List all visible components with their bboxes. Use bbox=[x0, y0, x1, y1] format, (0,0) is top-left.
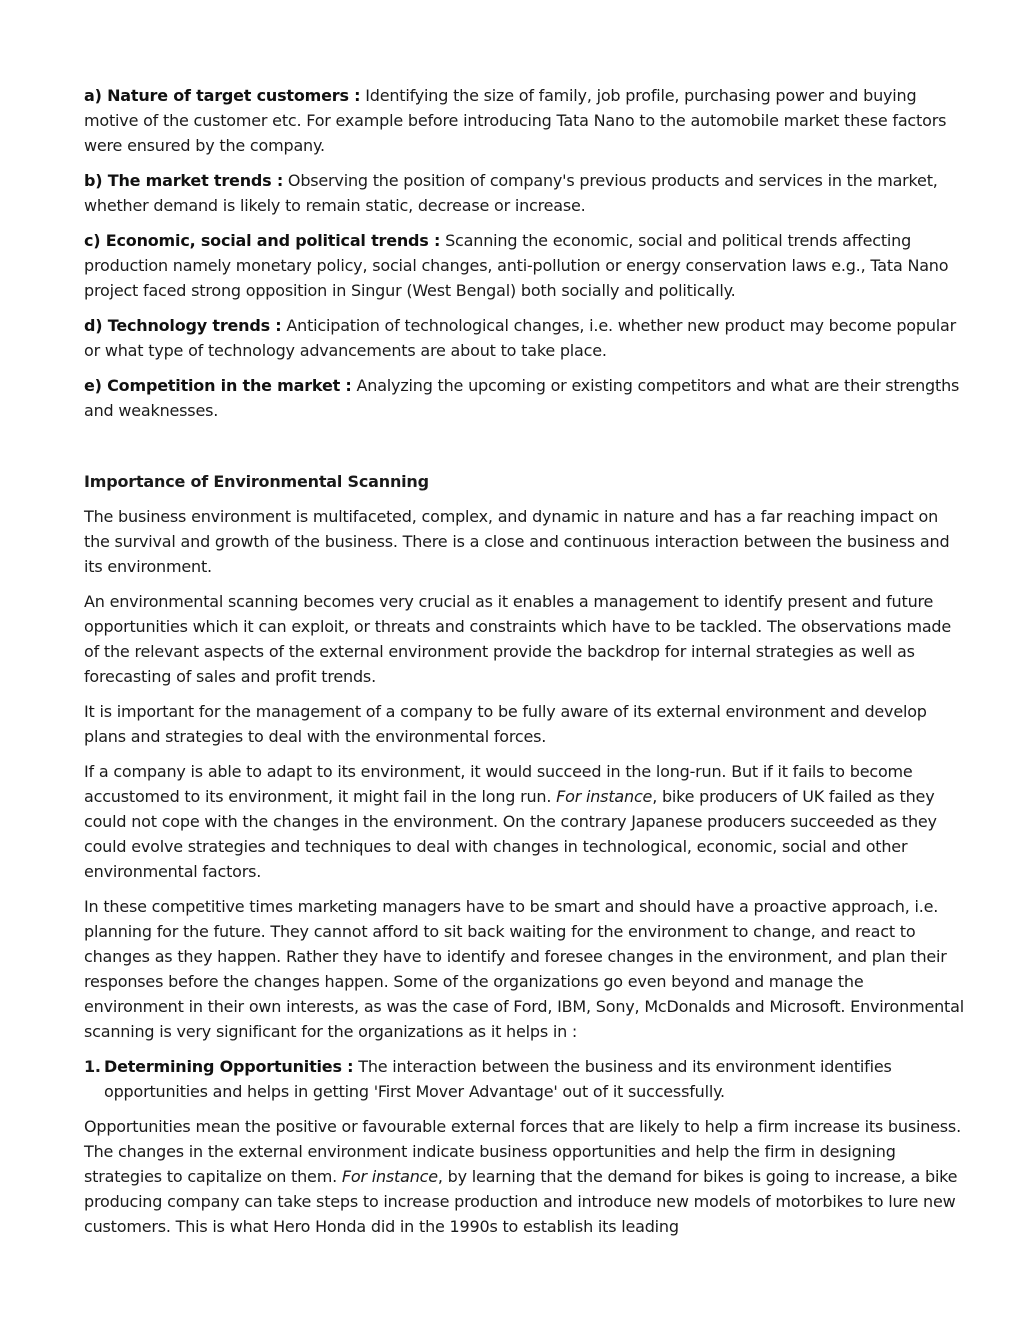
paragraph: It is important for the management of a company to be fully aware of its external environment and develop plans and strategies to deal with the environmental forces. bbox=[84, 702, 927, 746]
item-term: Determining Opportunities : bbox=[104, 1057, 354, 1076]
factor-text: Scanning the economic, social and political trends affecting production namely monetary policy, social changes, anti-pollution or energy conservation laws e.g., Tata Nano project faced strong opposition in Singur (West Bengal) both socially and politically. bbox=[84, 231, 949, 300]
numbered-item-opportunities bbox=[84, 1054, 964, 1104]
factor-text: Anticipation of technological changes, i.e. whether new product may become popular or what type of technology advancements are about to take place. bbox=[84, 316, 957, 360]
factor-text: Analyzing the upcoming or existing competitors and what are their strengths and weaknesses. bbox=[84, 376, 960, 420]
document-page bbox=[84, 83, 964, 1249]
factor-customers bbox=[84, 83, 964, 158]
italic-text: For instance bbox=[556, 787, 653, 806]
factor-market-trends bbox=[84, 168, 964, 218]
factor-text: Identifying the size of family, job profile, purchasing power and buying motive of the customer etc. For example before introducing Tata Nano to the automobile market these factors were ensured by the company. bbox=[84, 86, 947, 155]
paragraph bbox=[84, 759, 964, 884]
item-text: The interaction between the business and its environment identifies opportunities and helps in getting 'First Mover Advantage' out of it successfully. bbox=[104, 1057, 892, 1101]
factor-technology-trends bbox=[84, 313, 964, 363]
factor-economic-trends bbox=[84, 228, 964, 303]
italic-text: For instance bbox=[341, 1167, 438, 1186]
text-run: If a company is able to adapt to its environment, it would succeed in the long-run. But if it fails to become accustomed to its environment, it might fail in the long run. bbox=[84, 762, 913, 806]
factor-competition bbox=[84, 373, 964, 423]
text-run: Opportunities mean the positive or favourable external forces that are likely to help a firm increase its business. The changes in the external environment indicate business opportunities and help the firm in designing strategies to capitalize on them. bbox=[84, 1117, 961, 1186]
factor-term: b) The market trends : bbox=[84, 171, 284, 190]
paragraph bbox=[84, 1114, 964, 1239]
paragraph: An environmental scanning becomes very crucial as it enables a management to identify present and future opportunities which it can exploit, or threats and constraints which have to be tackled. The observations made of the relevant aspects of the external environment provide the backdrop for internal strategies as well as forecasting of sales and profit trends. bbox=[84, 592, 952, 686]
item-number: 1. bbox=[84, 1057, 101, 1076]
text-run: , bike producers of UK failed as they could not cope with the changes in the environment. On the contrary Japanese producers succeeded as they could evolve strategies and techniques to deal with changes in technological, economic, social and other environmental factors. bbox=[84, 787, 937, 881]
section-heading: Importance of Environmental Scanning bbox=[84, 472, 429, 491]
paragraph: In these competitive times marketing managers have to be smart and should have a proactive approach, i.e. planning for the future. They cannot afford to sit back waiting for the environment to change, and react to changes as they happen. Rather they have to identify and foresee changes in the environment, and plan their responses before the changes happen. Some of the organizations go even beyond and manage the environment in their own interests, as was the case of Ford, IBM, Sony, McDonalds and Microsoft. Environmental scanning is very significant for the organizations as it helps in : bbox=[84, 897, 964, 1041]
factor-term: d) Technology trends : bbox=[84, 316, 282, 335]
text-run: , by learning that the demand for bikes is going to increase, a bike producing company can take steps to increase production and introduce new models of motorbikes to lure new customers. This is what Hero Honda did in the 1990s to establish its leading bbox=[84, 1167, 958, 1236]
factor-term: a) Nature of target customers : bbox=[84, 86, 361, 105]
factor-term: e) Competition in the market : bbox=[84, 376, 352, 395]
factor-term: c) Economic, social and political trends : bbox=[84, 231, 441, 250]
factor-text: Observing the position of company's previous products and services in the market, whether demand is likely to remain static, decrease or increase. bbox=[84, 171, 938, 215]
paragraph: The business environment is multifaceted, complex, and dynamic in nature and has a far reaching impact on the survival and growth of the business. There is a close and continuous interaction between the business and its environment. bbox=[84, 507, 950, 576]
